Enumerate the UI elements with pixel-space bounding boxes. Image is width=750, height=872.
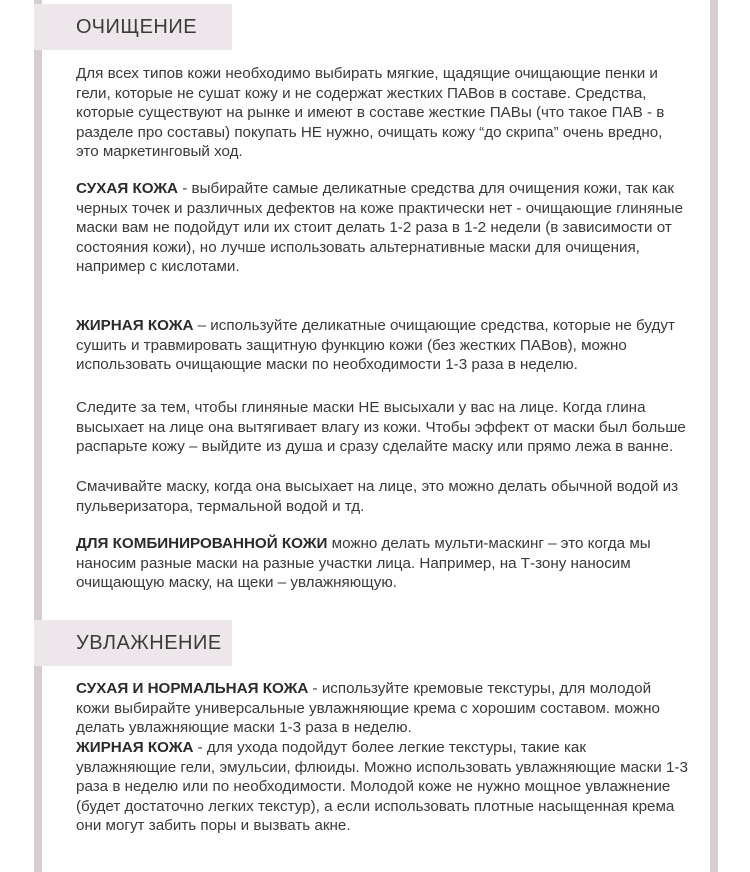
section-title-moisturizing [34, 620, 232, 666]
cleansing-oily-skin-lead: ЖИРНАЯ КОЖА [76, 317, 194, 334]
section-title-cleansing-text: ОЧИЩЕНИЕ [76, 15, 198, 38]
moisturizing-oily-skin [76, 738, 688, 836]
cleansing-combination-skin [76, 534, 688, 593]
cleansing-oily-note-1: Следите за тем, чтобы глиняные маски НЕ высыхали у вас на лице. Когда глина высыхает на лице она вытягивает влагу из кожи. Чтобы эффект от маски был больше распарьте кожу – выйдите из душа и сразу сделайте маску или прямо лежа в ванне. [76, 399, 686, 456]
moisturizing-dry-normal-skin-text: - используйте кремовые текстуры, для молодой кожи выбирайте универсальные увлажняющие крема с хорошим составом. можно делать увлажняющие маски 1-3 раза в неделю. [76, 680, 660, 737]
cleansing-combination-skin-lead: ДЛЯ КОМБИНИРОВАННОЙ КОЖИ [76, 535, 328, 552]
page-border-left [34, 0, 42, 872]
cleansing-oily-skin-text: – используйте деликатные очищающие средства, которые не будут сушить и травмировать защитную функцию кожи (без жестких ПАВов), можно использовать очищающие маски по необходимости 1-3 раза в неделю. [76, 317, 675, 374]
moisturizing-dry-normal-skin [76, 679, 688, 738]
cleansing-combination-skin-text: можно делать мульти-маскинг – это когда мы наносим разные маски на разные участки лица. Например, на Т-зону наносим очищающую маску, на щеки – увлажняющую. [76, 535, 651, 592]
moisturizing-oily-skin-lead: ЖИРНАЯ КОЖА [76, 739, 194, 756]
cleansing-oily-note-2: Смачивайте маску, когда она высыхает на лице, это можно делать обычной водой из пульверизатора, термальной водой и тд. [76, 478, 679, 515]
cleansing-dry-skin [76, 179, 688, 277]
cleansing-oily-skin [76, 316, 688, 375]
moisturizing-oily-skin-text: - для ухода подойдут более легкие текстуры, такие как увлажняющие гели, эмульсии, флюиды. Можно использовать увлажняющие маски 1-3 раза в неделю или по необходимости. Молодой коже не нужно мощное увлажнение (будет достаточно легких текстур), а если использовать плотные насыщенная крема они могут забить поры и вызвать акне. [76, 739, 688, 835]
cleansing-dry-skin-text: - выбирайте самые деликатные средства для очищения кожи, так как черных точек и различных дефектов на коже практически нет - очищающие глиняные маски вам не подойдут или их стоит делать 1-2 раза в 1-2 недели (в зависимости от состояния кожи), но лучше использовать альтернативные маски для очищения, например с кислотами. [76, 180, 684, 276]
cleansing-dry-skin-lead: СУХАЯ КОЖА [76, 180, 179, 197]
section-title-moisturizing-text: УВЛАЖНЕНИЕ [76, 631, 222, 654]
section-title-cleansing [34, 4, 232, 50]
page-border-right [710, 0, 718, 872]
moisturizing-dry-normal-skin-lead: СУХАЯ И НОРМАЛЬНАЯ КОЖА [76, 680, 309, 697]
cleansing-intro: Для всех типов кожи необходимо выбирать мягкие, щадящие очищающие пенки и гели, которые не сушат кожу и не содержат жестких ПАВов в составе. Средства, которые существуют на рынке и имеют в составе жесткие ПАВы (что такое ПАВ - в разделе про составы) покупать НЕ нужно, очищать кожу “до скрипа” очень вредно, это маркетинговый ход. [76, 65, 665, 161]
